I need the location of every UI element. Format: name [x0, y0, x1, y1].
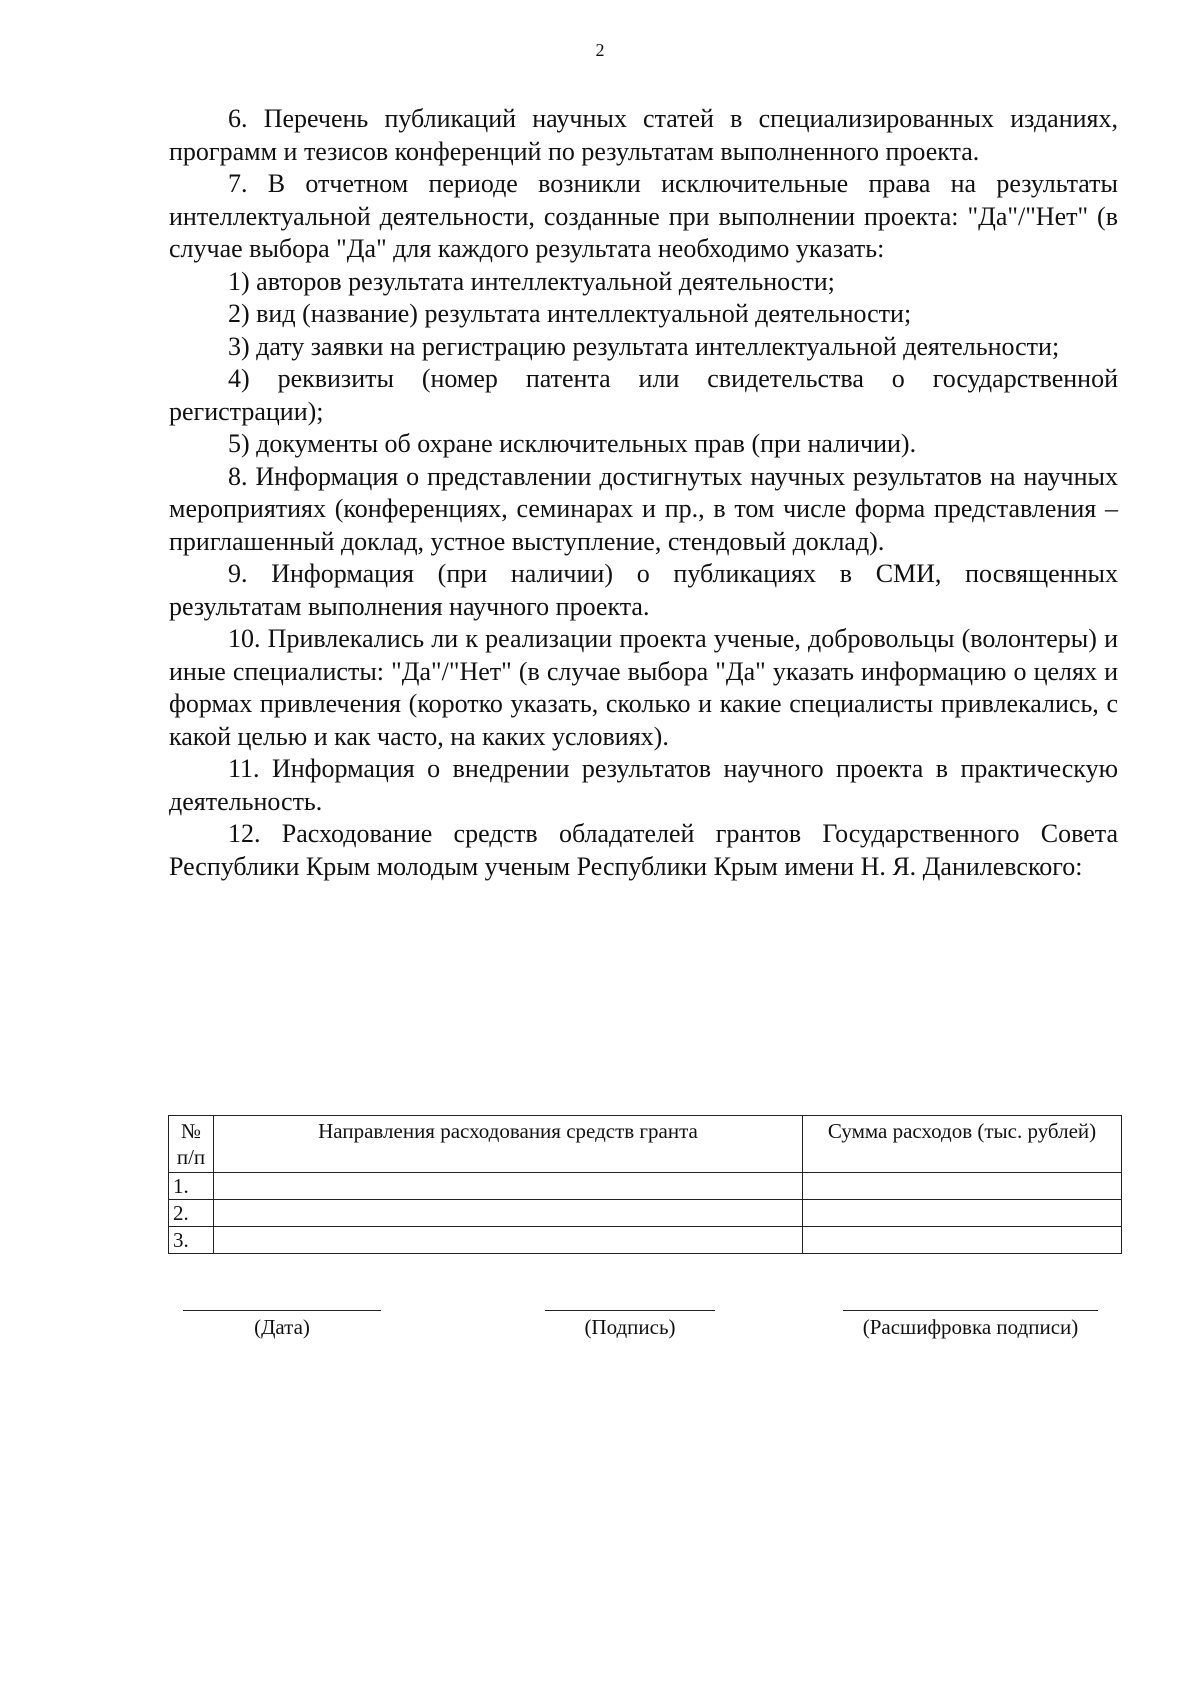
row-direction-cell [214, 1173, 803, 1200]
header-number: № п/п [169, 1116, 214, 1173]
paragraph-item-10: 10. Привлекались ли к реализации проекта ученые, добровольцы (волонтеры) и иные специалисты: "Да"/"Нет" (в случае выбора "Да" указать информацию о целях и формах привлечения (коротко указать, сколько и какие специалисты привлекались, с какой целью и как часто, на каких условиях). [169, 624, 1118, 751]
table-row [169, 1227, 1122, 1254]
row-sum-cell [803, 1173, 1122, 1200]
date-line [183, 1310, 381, 1311]
row-number-cell: 3. [169, 1227, 214, 1254]
signature-decoding-block [843, 1310, 1098, 1340]
paragraph-item-7: 7. В отчетном периоде возникли исключительные права на результаты интеллектуальной деятельности, созданные при выполнении проекта: "Да"/"Нет" (в случае выбора "Да" для каждого результата необходимо указать: [169, 169, 1118, 263]
paragraph-item-8: 8. Информация о представлении достигнутых научных результатов на научных мероприятиях (конференциях, семинарах и пр., в том числе форма представления – приглашенный доклад, устное выступление, стендовый доклад). [169, 461, 1118, 556]
table-row [169, 1173, 1122, 1200]
decoding-line [843, 1310, 1098, 1311]
table-row [169, 1200, 1122, 1227]
table-header-row [169, 1116, 1122, 1173]
row-number-cell: 2. [169, 1200, 214, 1227]
grant-expenses-table [168, 1115, 1122, 1254]
subitem-4: 4) реквизиты (номер патента или свидетельства о государственной регистрации); [169, 364, 1118, 426]
row-direction-cell [214, 1227, 803, 1254]
subitem-3: 3) дату заявки на регистрацию результата интеллектуальной деятельности; [228, 331, 1060, 361]
signature-caption: (Подпись) [584, 1315, 676, 1339]
paragraph-item-6: 6. Перечень публикаций научных статей в специализированных изданиях, программ и тезисов конференций по результатам выполненного проекта. [169, 104, 1118, 166]
row-number-cell: 1. [169, 1173, 214, 1200]
row-sum-cell [803, 1227, 1122, 1254]
page-number: 2 [595, 40, 605, 60]
date-signature-block [183, 1310, 381, 1340]
row-direction-cell [214, 1200, 803, 1227]
header-sum: Сумма расходов (тыс. рублей) [803, 1116, 1122, 1173]
paragraph-item-9: 9. Информация (при наличии) о публикациях в СМИ, посвященных результатам выполнения научного проекта. [169, 559, 1118, 621]
paragraph-item-12: 12. Расходование средств обладателей грантов Государственного Совета Республики Крым молодым ученым Республики Крым имени Н. Я. Данилевского: [169, 819, 1118, 881]
signature-block [545, 1310, 715, 1340]
date-caption: (Дата) [254, 1315, 310, 1339]
decoding-caption: (Расшифровка подписи) [862, 1315, 1079, 1339]
subitem-2: 2) вид (название) результата интеллектуальной деятельности; [228, 299, 912, 328]
paragraph-item-11: 11. Информация о внедрении результатов научного проекта в практическую деятельность. [169, 754, 1118, 816]
signature-line [545, 1310, 715, 1311]
document-body [169, 103, 1118, 883]
subitem-1: 1) авторов результата интеллектуальной деятельности; [228, 266, 835, 296]
header-direction: Направления расходования средств гранта [214, 1116, 803, 1173]
subitem-5: 5) документы об охране исключительных прав (при наличии). [228, 429, 917, 458]
row-sum-cell [803, 1200, 1122, 1227]
